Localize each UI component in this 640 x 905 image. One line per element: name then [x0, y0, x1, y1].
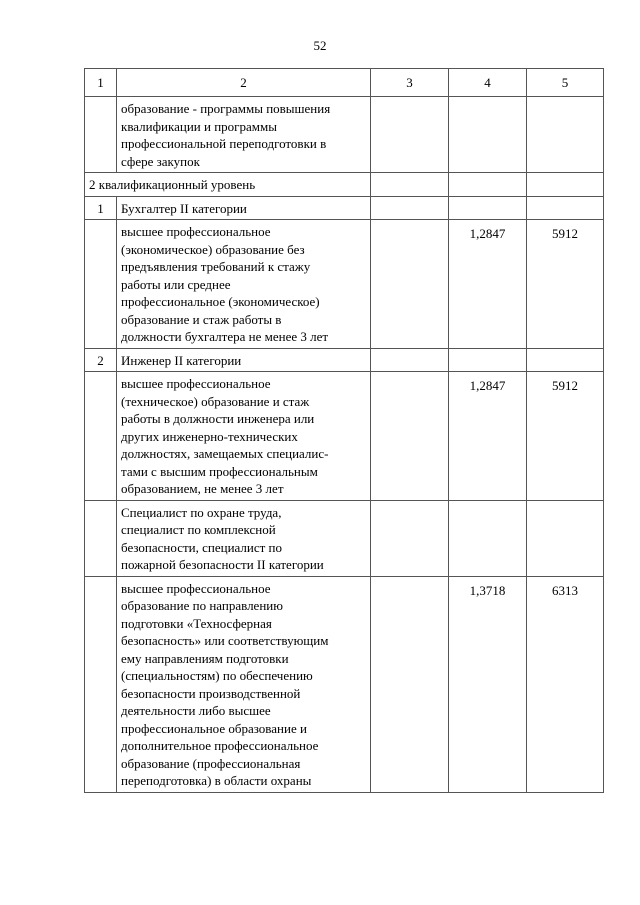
coefficient-value-cell [449, 97, 527, 173]
description-cell [117, 500, 371, 576]
coefficient-value-cell [449, 348, 527, 372]
row-number: 2 [97, 352, 104, 368]
header-col-3: 3 [371, 69, 449, 97]
col3-value [371, 349, 448, 356]
coefficient-value-cell [449, 220, 527, 349]
description-line: (техническое) образование и стаж [121, 393, 310, 409]
description-line: предъявления требований к стажу [121, 259, 311, 274]
table-row [85, 372, 604, 501]
description-line: деятельности либо высшее [121, 703, 271, 718]
section-title: 2 квалификационный уровень [89, 177, 256, 192]
table-row [85, 348, 604, 372]
description-line: других инженерно-технических [121, 428, 298, 444]
row-number [85, 501, 116, 506]
row-number-cell [85, 196, 117, 220]
description-line: Специалист по охране труда, [121, 504, 282, 520]
col3-value-cell [371, 576, 449, 792]
table-body [85, 69, 604, 793]
row-number-cell [85, 220, 117, 349]
col3-value-cell [371, 97, 449, 173]
salary-value: 6313 [552, 582, 578, 598]
description-cell [117, 220, 371, 349]
salary-value [527, 501, 603, 508]
coefficient-value-cell [449, 500, 527, 576]
salary-value [527, 197, 603, 204]
empty-cell [527, 173, 604, 197]
salary-value-cell [527, 97, 604, 173]
description-cell [117, 97, 371, 173]
description-line: (специальностям) по обеспечению [121, 668, 313, 683]
header-col-2: 2 [117, 69, 371, 97]
description-line: профессиональное образование и [121, 720, 307, 736]
salary-value: 5912 [552, 378, 578, 393]
table-row [85, 196, 604, 220]
table-row [85, 97, 604, 173]
table-row [85, 220, 604, 349]
salary-value [527, 97, 603, 104]
description-line: должности бухгалтера не менее 3 лет [121, 329, 329, 344]
description-line: образование (профессиональная [121, 755, 301, 771]
description-line: дополнительное профессиональное [121, 738, 319, 753]
description-line: переподготовка) в области охраны [121, 773, 312, 788]
description-cell [117, 372, 371, 501]
coefficient-value-cell [449, 576, 527, 792]
description [117, 220, 370, 348]
description [117, 349, 370, 372]
salary-value-cell [527, 220, 604, 349]
description-line: высшее профессиональное [121, 376, 271, 391]
coefficient-value-cell [449, 372, 527, 501]
description [117, 197, 370, 220]
empty-cell [371, 173, 449, 197]
header-col-5: 5 [527, 69, 604, 97]
header-col-4: 4 [449, 69, 527, 97]
coefficient-value: 1,3718 [469, 582, 506, 598]
description-cell [117, 196, 371, 220]
salary-value-cell [527, 372, 604, 501]
description-line: высшее профессиональное [121, 580, 271, 596]
salary-value [527, 349, 603, 356]
description-line: Инженер II категории [121, 352, 242, 368]
description-line: тами с высшим профессиональным [121, 463, 318, 479]
section-row [85, 173, 604, 197]
description-line: подготовки «Техносферная [121, 615, 272, 631]
description-line: профессиональное (экономическое) [121, 294, 320, 309]
col3-value [371, 220, 448, 227]
col3-value [371, 577, 448, 584]
salary-value: 5912 [552, 226, 578, 241]
description-cell [117, 576, 371, 792]
description-line: профессиональной переподготовки в [121, 136, 327, 151]
table-row [85, 576, 604, 792]
row-number-cell [85, 348, 117, 372]
row-number: 1 [97, 200, 104, 216]
section-title-cell [85, 173, 371, 197]
empty-cell [449, 173, 527, 197]
coefficient-value [449, 501, 526, 508]
salary-value-cell [527, 348, 604, 372]
description-line: должностях, замещаемых специалис- [121, 446, 329, 461]
col3-value-cell [371, 196, 449, 220]
description-line: образование по направлению [121, 598, 283, 613]
description [117, 577, 370, 792]
description [117, 97, 370, 172]
row-number-cell [85, 372, 117, 501]
description-cell [117, 348, 371, 372]
description-line: безопасности производственной [121, 685, 301, 701]
table-header-row [85, 69, 604, 97]
salary-value-cell [527, 500, 604, 576]
description-line: ему направлениям подготовки [121, 650, 289, 666]
description-line: (экономическое) образование без [121, 241, 305, 257]
description-line: безопасность» или соответствующим [121, 633, 329, 648]
col3-value [371, 97, 448, 104]
col3-value-cell [371, 372, 449, 501]
description-line: специалист по комплексной [121, 522, 276, 537]
qualification-table [84, 68, 604, 793]
coefficient-value: 1,2847 [469, 378, 506, 393]
description-line: образованием, не менее 3 лет [121, 481, 284, 496]
col3-value-cell [371, 220, 449, 349]
description-line: пожарной безопасности II категории [121, 557, 324, 572]
col3-value [371, 197, 448, 204]
description-line: квалификации и программы [121, 118, 277, 134]
coefficient-value [449, 97, 526, 104]
row-number-cell [85, 500, 117, 576]
description-line: работы в должности инженера или [121, 411, 315, 426]
row-number [85, 577, 116, 582]
col3-value-cell [371, 348, 449, 372]
row-number-cell [85, 97, 117, 173]
coefficient-value [449, 349, 526, 356]
row-number [85, 97, 116, 102]
coefficient-value-cell [449, 196, 527, 220]
row-number [85, 220, 116, 225]
salary-value-cell [527, 576, 604, 792]
coefficient-value: 1,2847 [469, 226, 506, 241]
description-line: образование и стаж работы в [121, 311, 282, 327]
description [117, 372, 370, 500]
description-line: образование - программы повышения [121, 101, 331, 116]
description-line: высшее профессиональное [121, 224, 271, 239]
description [117, 501, 370, 576]
description-line: Бухгалтер II категории [121, 200, 247, 216]
table-row [85, 500, 604, 576]
salary-value-cell [527, 196, 604, 220]
page-number: 52 [313, 38, 327, 53]
description-line: работы или среднее [121, 276, 231, 292]
col3-value-cell [371, 500, 449, 576]
col3-value [371, 372, 448, 379]
description-line: безопасности, специалист по [121, 539, 283, 555]
row-number [85, 372, 116, 377]
coefficient-value [449, 197, 526, 204]
col3-value [371, 501, 448, 508]
description-line: сфере закупок [121, 153, 200, 169]
header-col-1: 1 [85, 69, 117, 97]
row-number-cell [85, 576, 117, 792]
